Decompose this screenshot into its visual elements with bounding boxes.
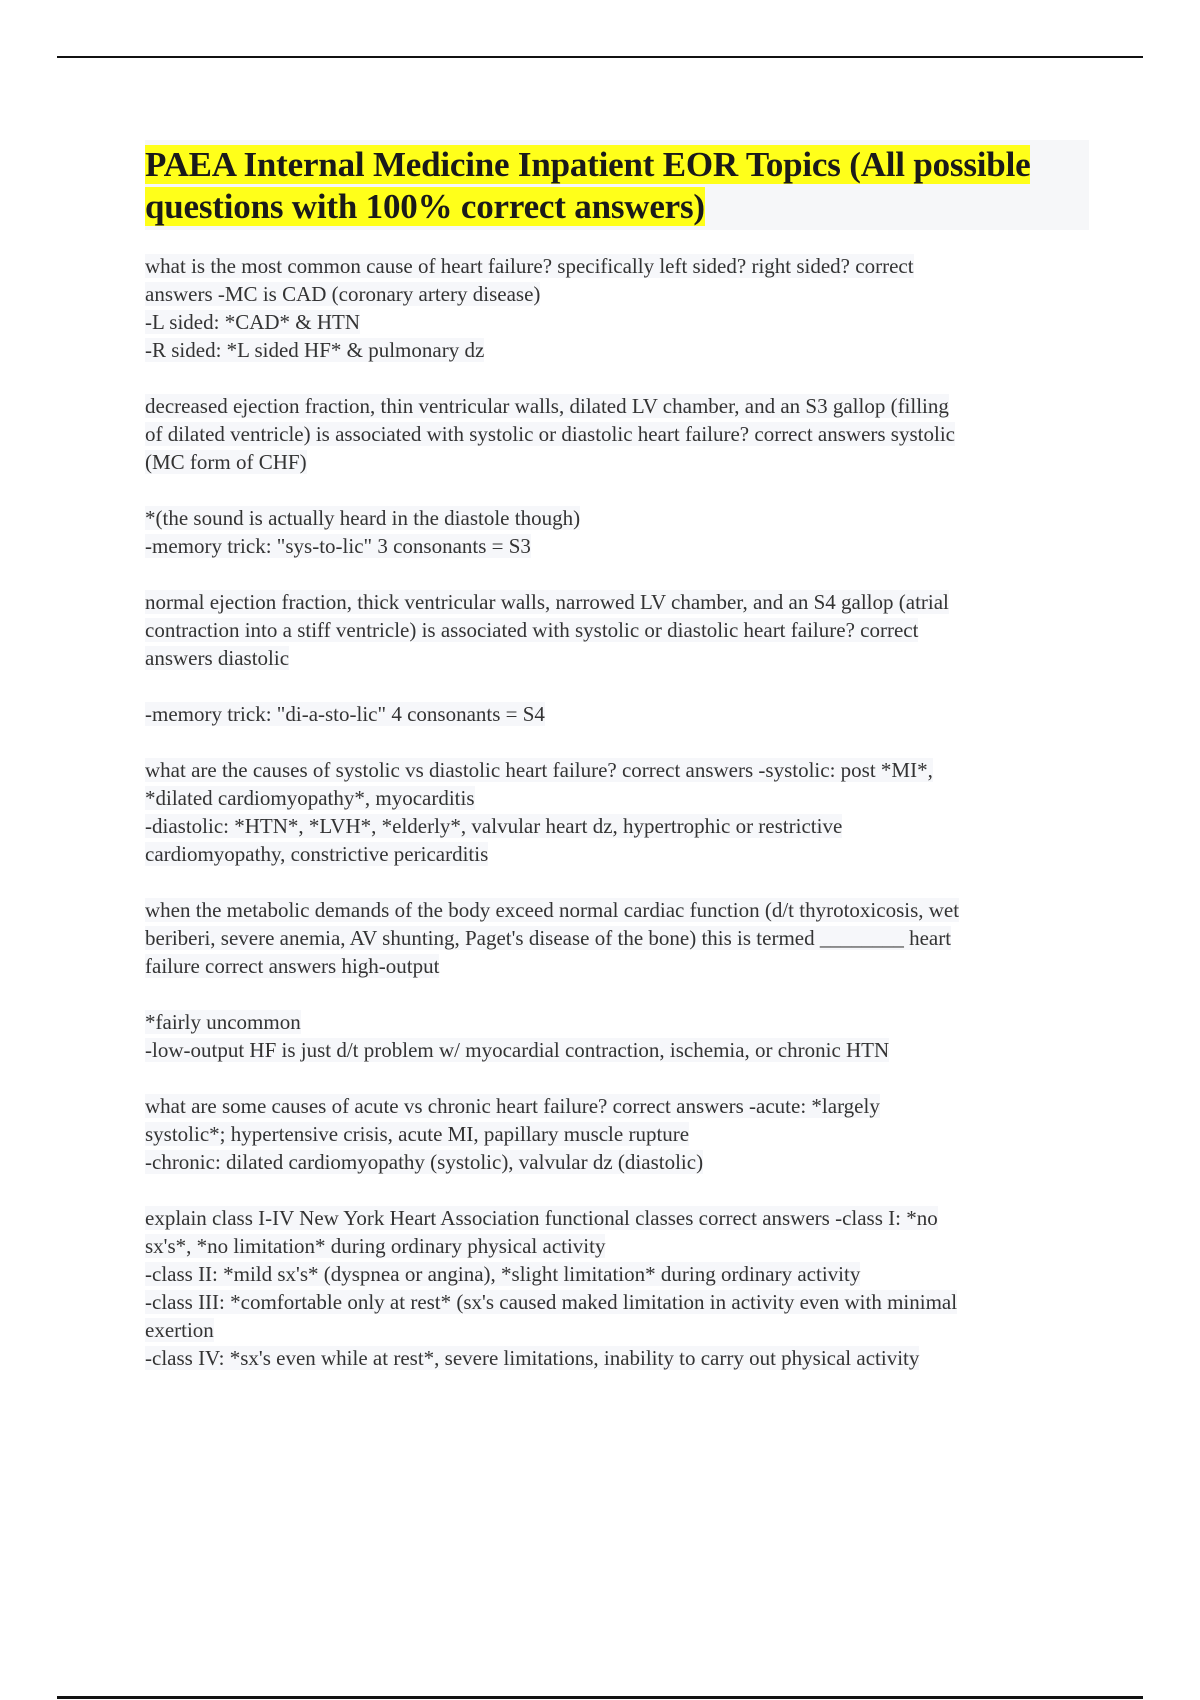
text-line-content: -diastolic: *HTN*, *LVH*, *elderly*, valvular heart dz, hypertrophic or restrictive bbox=[145, 814, 843, 838]
text-line-content: contraction into a stiff ventricle) is associated with systolic or diastolic heart failure? correct bbox=[145, 618, 919, 642]
qa-paragraph bbox=[145, 392, 1089, 476]
document-title bbox=[145, 144, 1089, 228]
text-line bbox=[145, 1232, 1089, 1260]
text-line-content: exertion bbox=[145, 1318, 214, 1342]
text-line-content: failure correct answers high-output bbox=[145, 954, 440, 978]
qa-paragraph bbox=[145, 700, 1089, 728]
text-line bbox=[145, 952, 1089, 980]
text-line-content: -class III: *comfortable only at rest* (sx's caused maked limitation in activity even with minimal bbox=[145, 1290, 958, 1314]
text-line-content: systolic*; hypertensive crisis, acute MI, papillary muscle rupture bbox=[145, 1122, 690, 1146]
text-line-content: sx's*, *no limitation* during ordinary physical activity bbox=[145, 1234, 606, 1258]
text-line-content: decreased ejection fraction, thin ventricular walls, dilated LV chamber, and an S3 gallop (filling bbox=[145, 394, 949, 418]
text-line bbox=[145, 588, 1089, 616]
text-line-content: what are the causes of systolic vs diastolic heart failure? correct answers -systolic: post *MI*, bbox=[145, 758, 933, 782]
text-line-content: (MC form of CHF) bbox=[145, 450, 307, 474]
qa-paragraph bbox=[145, 756, 1089, 868]
text-line-content: answers -MC is CAD (coronary artery disease) bbox=[145, 282, 541, 306]
title-line: PAEA Internal Medicine Inpatient EOR Topics (All possible bbox=[145, 145, 1031, 184]
text-line bbox=[145, 924, 1089, 952]
text-line bbox=[145, 280, 1089, 308]
text-line-content: explain class I-IV New York Heart Association functional classes correct answers -class I: *no bbox=[145, 1206, 938, 1230]
text-line-content: *(the sound is actually heard in the diastole though) bbox=[145, 506, 581, 530]
text-line-content: -low-output HF is just d/t problem w/ myocardial contraction, ischemia, or chronic HTN bbox=[145, 1038, 890, 1062]
text-line bbox=[145, 504, 1089, 532]
text-line bbox=[145, 1092, 1089, 1120]
text-line-content: -memory trick: "di-a-sto-lic" 4 consonants = S4 bbox=[145, 702, 545, 726]
text-line-content: normal ejection fraction, thick ventricular walls, narrowed LV chamber, and an S4 gallop (atrial bbox=[145, 590, 949, 614]
qa-paragraph bbox=[145, 588, 1089, 672]
text-line-content: cardiomyopathy, constrictive pericarditis bbox=[145, 842, 489, 866]
qa-paragraph bbox=[145, 252, 1089, 364]
text-line-content: -memory trick: "sys-to-lic" 3 consonants = S3 bbox=[145, 534, 531, 558]
text-line bbox=[145, 1316, 1089, 1344]
text-line bbox=[145, 392, 1089, 420]
text-line bbox=[145, 812, 1089, 840]
text-line-content: what is the most common cause of heart failure? specifically left sided? right sided? correct bbox=[145, 254, 914, 278]
text-line-content: answers diastolic bbox=[145, 646, 290, 670]
qa-paragraph bbox=[145, 896, 1089, 980]
text-line bbox=[145, 532, 1089, 560]
text-line-content: what are some causes of acute vs chronic heart failure? correct answers -acute: *largely bbox=[145, 1094, 880, 1118]
text-line bbox=[145, 1344, 1089, 1372]
top-rule bbox=[57, 56, 1143, 58]
text-line-content: -chronic: dilated cardiomyopathy (systolic), valvular dz (diastolic) bbox=[145, 1150, 704, 1174]
text-line-content: of dilated ventricle) is associated with systolic or diastolic heart failure? correct answers systolic bbox=[145, 422, 955, 446]
document-body bbox=[145, 140, 1089, 1372]
text-line bbox=[145, 1008, 1089, 1036]
text-line bbox=[145, 896, 1089, 924]
text-line bbox=[145, 1288, 1089, 1316]
text-line-content: -class IV: *sx's even while at rest*, severe limitations, inability to carry out physical activity bbox=[145, 1346, 920, 1370]
title-block bbox=[145, 140, 1089, 230]
text-line bbox=[145, 1204, 1089, 1232]
text-line-content: -R sided: *L sided HF* & pulmonary dz bbox=[145, 338, 485, 362]
text-line bbox=[145, 1036, 1089, 1064]
text-line bbox=[145, 420, 1089, 448]
text-line bbox=[145, 700, 1089, 728]
text-line-content: beriberi, severe anemia, AV shunting, Paget's disease of the bone) this is termed ________ heart bbox=[145, 926, 952, 950]
text-line bbox=[145, 644, 1089, 672]
text-line bbox=[145, 308, 1089, 336]
bottom-rule bbox=[57, 1696, 1143, 1699]
qa-paragraph bbox=[145, 1092, 1089, 1176]
text-line-content: *dilated cardiomyopathy*, myocarditis bbox=[145, 786, 475, 810]
qa-paragraph bbox=[145, 1204, 1089, 1372]
text-line bbox=[145, 1260, 1089, 1288]
qa-list bbox=[145, 252, 1089, 1372]
text-line-content: -class II: *mild sx's* (dyspnea or angina), *slight limitation* during ordinary activity bbox=[145, 1262, 861, 1286]
text-line bbox=[145, 448, 1089, 476]
text-line-content: when the metabolic demands of the body exceed normal cardiac function (d/t thyrotoxicosis, wet bbox=[145, 898, 960, 922]
text-line bbox=[145, 336, 1089, 364]
text-line bbox=[145, 616, 1089, 644]
title-line: questions with 100% correct answers) bbox=[145, 187, 705, 226]
text-line bbox=[145, 1148, 1089, 1176]
text-line-content: -L sided: *CAD* & HTN bbox=[145, 310, 361, 334]
text-line bbox=[145, 1120, 1089, 1148]
qa-paragraph bbox=[145, 504, 1089, 560]
text-line bbox=[145, 784, 1089, 812]
text-line-content: *fairly uncommon bbox=[145, 1010, 301, 1034]
text-line bbox=[145, 840, 1089, 868]
text-line bbox=[145, 756, 1089, 784]
qa-paragraph bbox=[145, 1008, 1089, 1064]
text-line bbox=[145, 252, 1089, 280]
